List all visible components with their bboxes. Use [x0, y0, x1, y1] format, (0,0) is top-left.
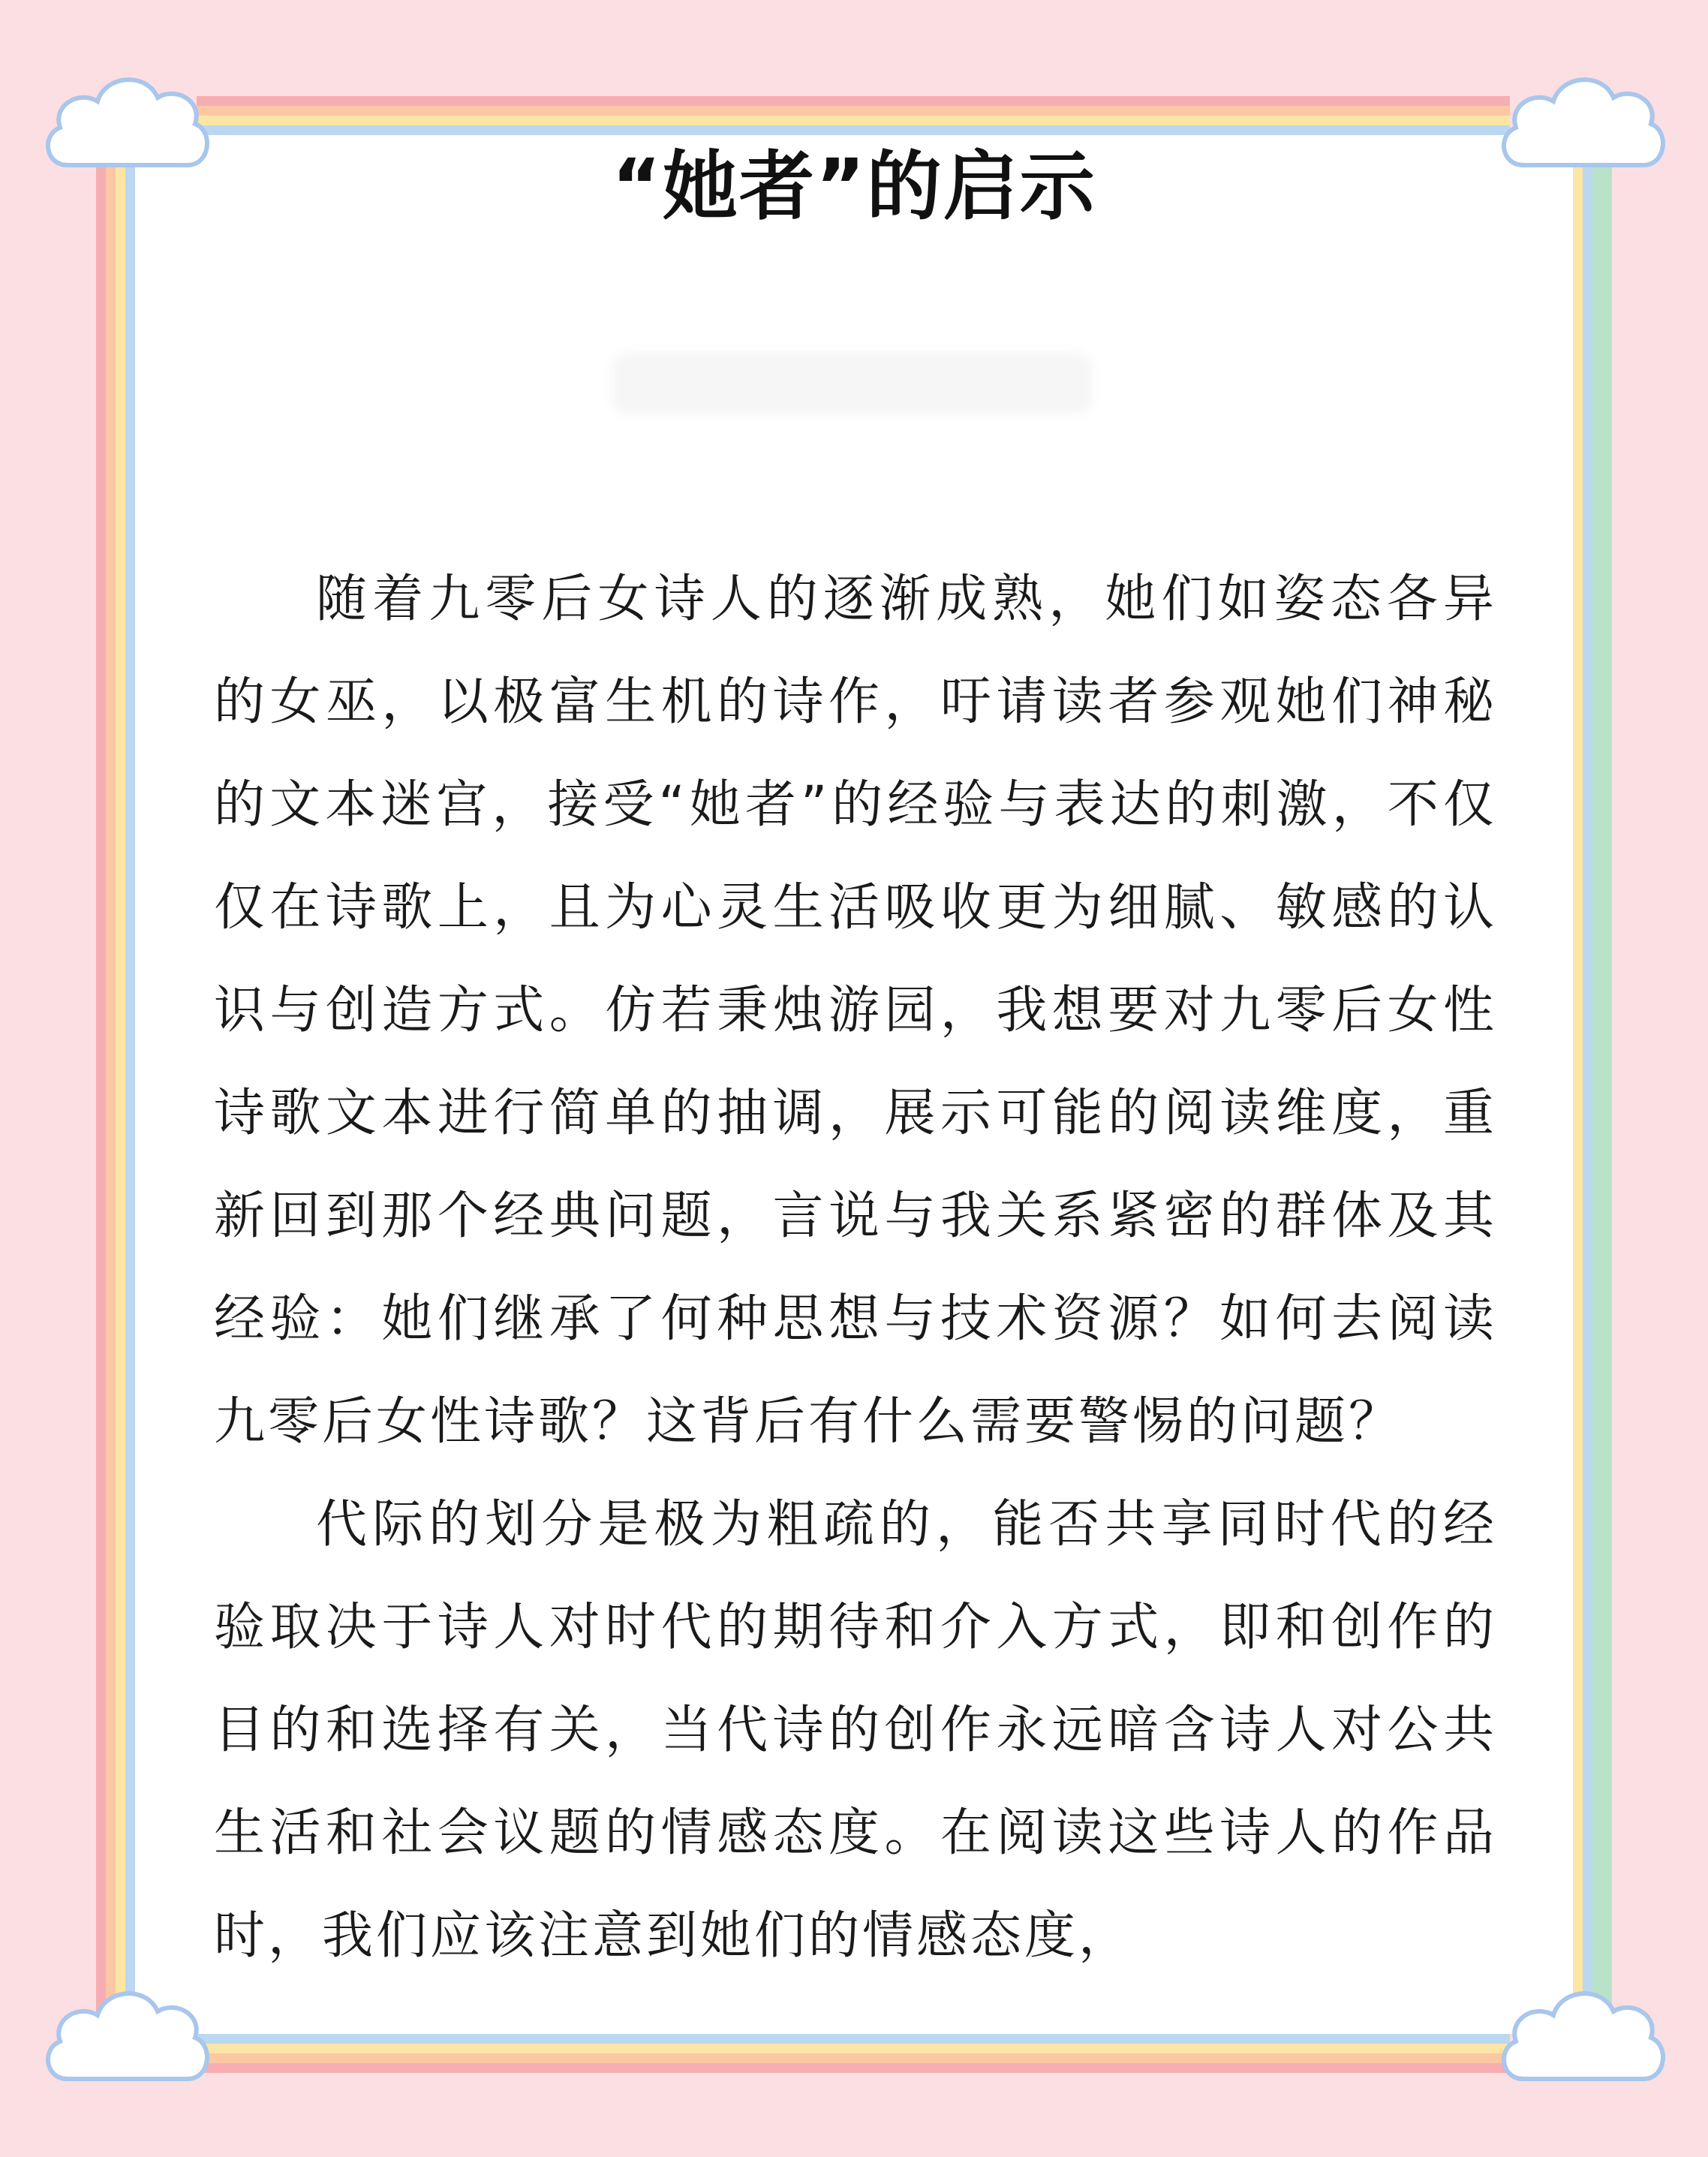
frame-stripe-left [96, 135, 135, 2034]
paragraph-2: 代际的划分是极为粗疏的，能否共享同时代的经验取决于诗人对时代的期待和介入方式，即和创作的目的和选择有关，当代诗的创作永远暗含诗人对公共生活和社会议题的情感态度。在阅读这些诗人的作品时，我们应该注意到她们的情感态度， [214, 1495, 1497, 1966]
frame-stripe-right [1573, 135, 1612, 2034]
page-title: “她者”的启示 [612, 143, 1096, 230]
article-body [214, 548, 1497, 1987]
blurred-subtitle [612, 353, 1092, 414]
frame-stripe-bottom [197, 2034, 1510, 2073]
cloud-icon-bottom-left [38, 1966, 218, 2116]
paragraph-1: 随着九零后女诗人的逐渐成熟，她们如姿态各异的女巫，以极富生机的诗作，吁请读者参观她们神秘的文本迷宫，接受“她者”的经验与表达的刺激，不仅仅在诗歌上，且为心灵生活吸收更为细腻、敏感的认识与创造方式。仿若秉烛游园，我想要对九零后女性诗歌文本进行简单的抽调，展示可能的阅读维度，重新回到那个经典问题，言说与我关系紧密的群体及其经验：她们继承了何种思想与技术资源？如何去阅读九零后女性诗歌？这背后有什么需要警惕的问题？ [214, 570, 1497, 1452]
cloud-icon-bottom-right [1493, 1966, 1673, 2116]
